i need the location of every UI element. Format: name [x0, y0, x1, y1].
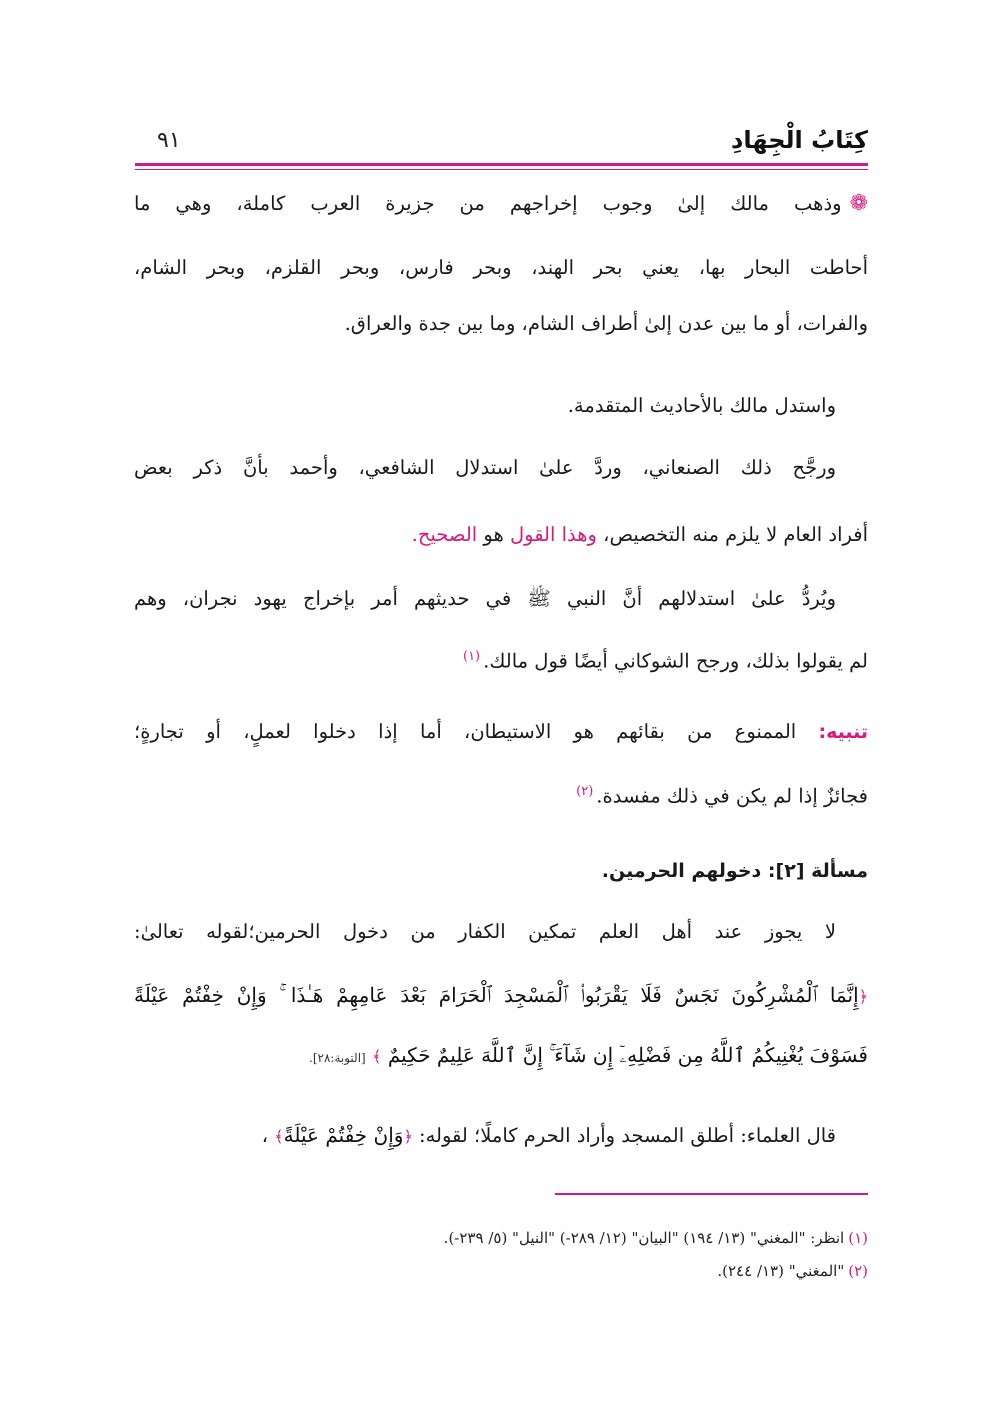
- line-text: هو: [477, 523, 510, 546]
- section-heading: مسألة [٢]: دخولهم الحرمين.: [601, 860, 868, 882]
- line-text: .: [411, 523, 418, 546]
- paragraph-line: [412, 520, 868, 550]
- paragraph-line: [134, 584, 836, 614]
- page-number: ٩١: [157, 128, 181, 153]
- surah-reference: [التوبة:٢٨].: [309, 1051, 366, 1065]
- footnote: [444, 1226, 868, 1250]
- line-text: وذهب مالك إلىٰ وجوب إخراجهم من جزيرة العرب كاملة، وهي ما: [134, 192, 842, 215]
- header-rule-thin: [135, 169, 868, 170]
- paragraph-line: [568, 391, 836, 421]
- quran-verse-line: [134, 980, 868, 1010]
- footnote-number: (١): [848, 1229, 868, 1247]
- line-text: لا يجوز عند أهل العلم تمكين الكفار من دخول الحرمين؛لقوله تعالىٰ:: [134, 920, 836, 943]
- paragraph-line: [134, 253, 868, 283]
- quran-verse-line: [309, 1040, 868, 1070]
- paragraph-line: [134, 717, 868, 747]
- paragraph-line: [463, 642, 868, 672]
- line-text: والفرات، أو ما بين عدن إلىٰ أطراف الشام، وما بين جدة والعراق.: [344, 312, 868, 335]
- line-text: قال العلماء: أطلق المسجد وأراد الحرم كاملًا؛ لقوله:: [412, 1124, 836, 1147]
- paragraph-line: [134, 917, 836, 947]
- footnote: [717, 1259, 868, 1283]
- verse-text: فَسَوْفَ يُغْنِيكُمُ ٱللَّهُ مِن فَضْلِهِۦٓ إِن شَآءَ ۚ إِنَّ ٱللَّهَ عَلِيمٌ حَكِيمٌ: [387, 1043, 868, 1067]
- verse-bracket-open: ﴿: [403, 1127, 413, 1146]
- verse-bracket-open: ﴿: [858, 987, 868, 1006]
- line-text: أحاطت البحار بها، يعني بحر الهند، وبحر فارس، وبحر القلزم، وبحر الشام،: [134, 256, 868, 279]
- book-title: كِتَابُ الْجِهَادِ: [731, 126, 868, 154]
- footnote-ref: (١): [462, 649, 481, 664]
- line-text: فجائزٌ إذا لم يكن في ذلك مفسدة.: [596, 784, 868, 808]
- paragraph-line: [134, 189, 868, 219]
- footnote-text: انظر: "المغني" (١٣/ ١٩٤) "البيان" (١٢/ ٢٨٩-) "النيل" (٥/ ٢٣٩-).: [443, 1229, 845, 1247]
- page-header: [135, 124, 868, 164]
- verse-text: وَإِنْ خِفْتُمْ عَيْلَةً: [283, 1123, 404, 1147]
- line-text: ورجَّح ذلك الصنعاني، وردَّ علىٰ استدلال الشافعي، وأحمد بأنَّ ذكر بعض: [134, 456, 836, 479]
- line-text: واستدل مالك بالأحاديث المتقدمة.: [567, 394, 836, 417]
- highlighted-text: الصحيح: [417, 523, 478, 546]
- highlighted-text: وهذا القول: [509, 523, 597, 546]
- line-text: الممنوع من بقائهم هو الاستيطان، أما إذا دخلوا لعملٍ، أو تجارةٍ؛: [134, 720, 819, 743]
- line-text: لم يقولوا بذلك، ورجح الشوكاني أيضًا قول مالك.: [483, 649, 868, 673]
- flower-ornament-icon: ❁: [849, 191, 868, 216]
- verse-bracket-close: ﴾: [274, 1127, 284, 1146]
- header-rule: [135, 163, 868, 166]
- paragraph-line: [134, 453, 836, 483]
- paragraph-line: [345, 309, 868, 339]
- footnote-number: (٢): [848, 1262, 868, 1280]
- line-text: أفراد العام لا يلزم منه التخصيص،: [596, 523, 868, 546]
- line-text: ويُردُّ علىٰ استدلالهم أنَّ النبي ﷺ في حديثهم أمر بإخراج يهود نجران، وهم: [134, 587, 836, 610]
- paragraph-line: [262, 1120, 836, 1150]
- verse-bracket-close: ﴾: [372, 1047, 382, 1066]
- notice-label: تنبيه:: [818, 721, 868, 743]
- footnote-text: "المغني" (١٣/ ٢٤٤).: [717, 1262, 845, 1280]
- verse-text: إِنَّمَا ٱلْمُشْرِكُونَ نَجَسٌ فَلَا يَقْرَبُوا۟ ٱلْمَسْجِدَ ٱلْحَرَامَ بَعْدَ عَامِهِمْ هَـٰذَا ۚ وَإِنْ خِفْتُمْ عَيْلَةً: [134, 983, 859, 1007]
- footnote-rule: [555, 1193, 868, 1195]
- footnote-ref: (٢): [576, 784, 594, 799]
- paragraph-line: [576, 777, 868, 807]
- line-text: ،: [261, 1124, 269, 1147]
